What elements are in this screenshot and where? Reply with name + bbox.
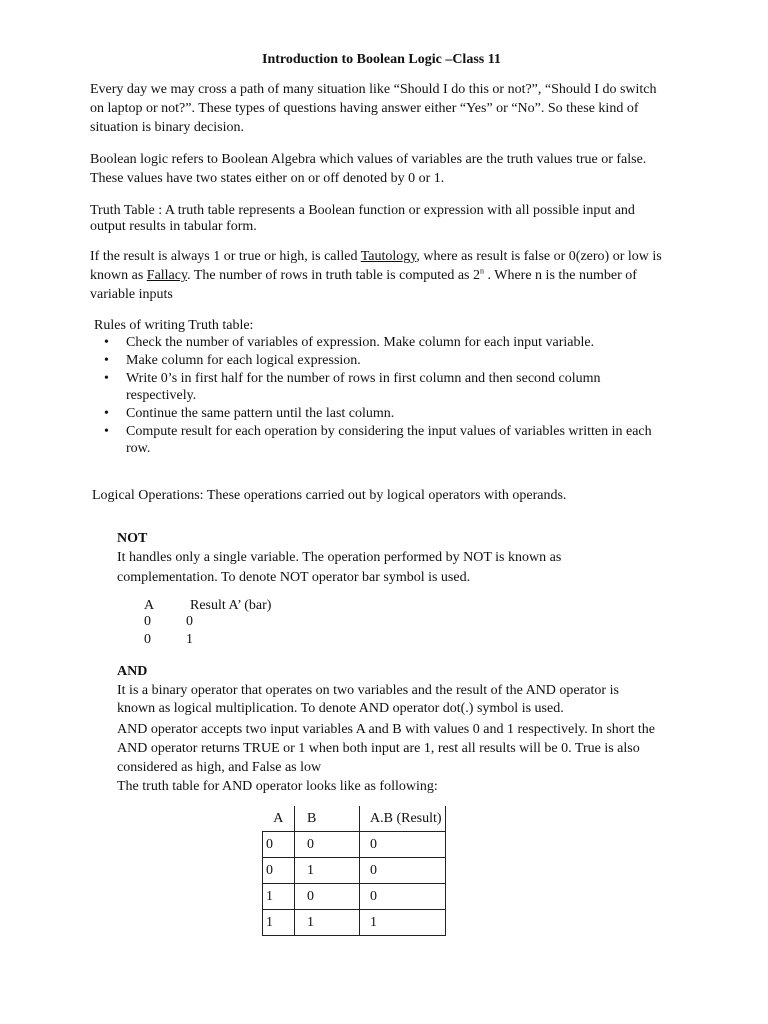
and-line-5: considered as high, and False as low: [117, 760, 322, 775]
table-cell: 1: [295, 910, 360, 936]
bullet-icon: •: [104, 406, 109, 421]
intro-line-1: Every day we may cross a path of many situation like “Should I do this or not?”, “Should I do switch: [90, 82, 657, 97]
table-header-row: [263, 806, 446, 832]
truth-def-line-2: output results in tabular form.: [90, 219, 257, 234]
boolean-line-2: These values have two states either on or off denoted by 0 or 1.: [90, 171, 445, 186]
tautology-text-after: , where as result is false or 0(zero) or low is: [416, 249, 662, 264]
fallacy-text-before: known as: [90, 268, 147, 283]
not-heading: NOT: [117, 531, 148, 546]
not-table-header-a: A: [144, 598, 155, 613]
table-row: [263, 910, 446, 936]
rule-item-continued: respectively.: [126, 388, 197, 403]
table-cell: 0: [295, 884, 360, 910]
bullet-icon: •: [104, 335, 109, 350]
rows-formula-text: . The number of rows in truth table is computed as 2: [187, 268, 480, 283]
intro-line-3: situation is binary decision.: [90, 120, 244, 135]
not-table-cell: 0: [186, 614, 193, 629]
not-table-header-result: Result A’ (bar): [190, 598, 272, 613]
table-row: [263, 858, 446, 884]
table-row: [263, 832, 446, 858]
table-cell: 1: [360, 910, 446, 936]
tautology-line-1: [90, 247, 662, 267]
and-line-4: AND operator returns TRUE or 1 when both input are 1, rest all results will be 0. True is also: [117, 741, 640, 756]
not-table-cell: 1: [186, 632, 193, 647]
rule-item: Check the number of variables of expression. Make column for each input variable.: [126, 335, 595, 350]
boolean-line-1: Boolean logic refers to Boolean Algebra which values of variables are the truth values true or false.: [90, 152, 647, 167]
rule-item: Continue the same pattern until the last column.: [126, 406, 395, 421]
rows-formula-after: . Where n is the number of: [484, 268, 637, 283]
rule-item: Write 0’s in first half for the number of rows in first column and then second column: [126, 371, 601, 386]
and-line-2: known as logical multiplication. To denote AND operator dot(.) symbol is used.: [117, 701, 564, 716]
intro-line-2: on laptop or not?”. These types of questions having answer either “Yes” or “No”. So these kind of: [90, 101, 639, 116]
table-row: [263, 884, 446, 910]
and-line-1: It is a binary operator that operates on two variables and the result of the AND operator is: [117, 683, 619, 698]
rule-item: Compute result for each operation by considering the input values of variables written in each: [126, 424, 652, 439]
table-cell: 1: [263, 884, 295, 910]
tautology-text-before: If the result is always 1 or true or high, is called: [90, 249, 361, 264]
table-cell: 1: [263, 910, 295, 936]
and-truth-table: [262, 806, 446, 936]
exponent-n: n: [480, 266, 484, 276]
page-title: Introduction to Boolean Logic –Class 11: [262, 52, 501, 67]
not-line-1: It handles only a single variable. The operation performed by NOT is known as: [117, 550, 562, 565]
bullet-icon: •: [104, 371, 109, 386]
rules-heading: Rules of writing Truth table:: [94, 318, 254, 333]
and-line-3: AND operator accepts two input variables A and B with values 0 and 1 respectively. In short the: [117, 722, 655, 737]
truth-def-line-1: Truth Table : A truth table represents a Boolean function or expression with all possible input and: [90, 203, 635, 218]
bullet-icon: •: [104, 353, 109, 368]
table-cell: 0: [360, 858, 446, 884]
and-line-6: The truth table for AND operator looks like as following:: [117, 779, 438, 794]
not-table-cell: 0: [144, 614, 151, 629]
table-cell: 1: [295, 858, 360, 884]
tautology-line-3: variable inputs: [90, 287, 173, 302]
not-line-2: complementation. To denote NOT operator bar symbol is used.: [117, 570, 471, 585]
and-heading: AND: [117, 664, 148, 679]
rule-item: Make column for each logical expression.: [126, 353, 361, 368]
table-cell: 0: [360, 884, 446, 910]
tautology-line-2: [90, 266, 637, 286]
not-table-cell: 0: [144, 632, 151, 647]
bullet-icon: •: [104, 424, 109, 439]
table-header-b: B: [295, 806, 360, 832]
rule-item-continued: row.: [126, 441, 151, 456]
fallacy-term: Fallacy: [146, 268, 188, 283]
logical-operations-intro: Logical Operations: These operations carried out by logical operators with operands.: [92, 488, 567, 503]
tautology-term: Tautology: [360, 249, 417, 264]
table-header-a: A: [263, 806, 295, 832]
table-cell: 0: [295, 832, 360, 858]
table-cell: 0: [263, 832, 295, 858]
table-cell: 0: [263, 858, 295, 884]
table-cell: 0: [360, 832, 446, 858]
table-header-result: A.B (Result): [360, 806, 446, 832]
